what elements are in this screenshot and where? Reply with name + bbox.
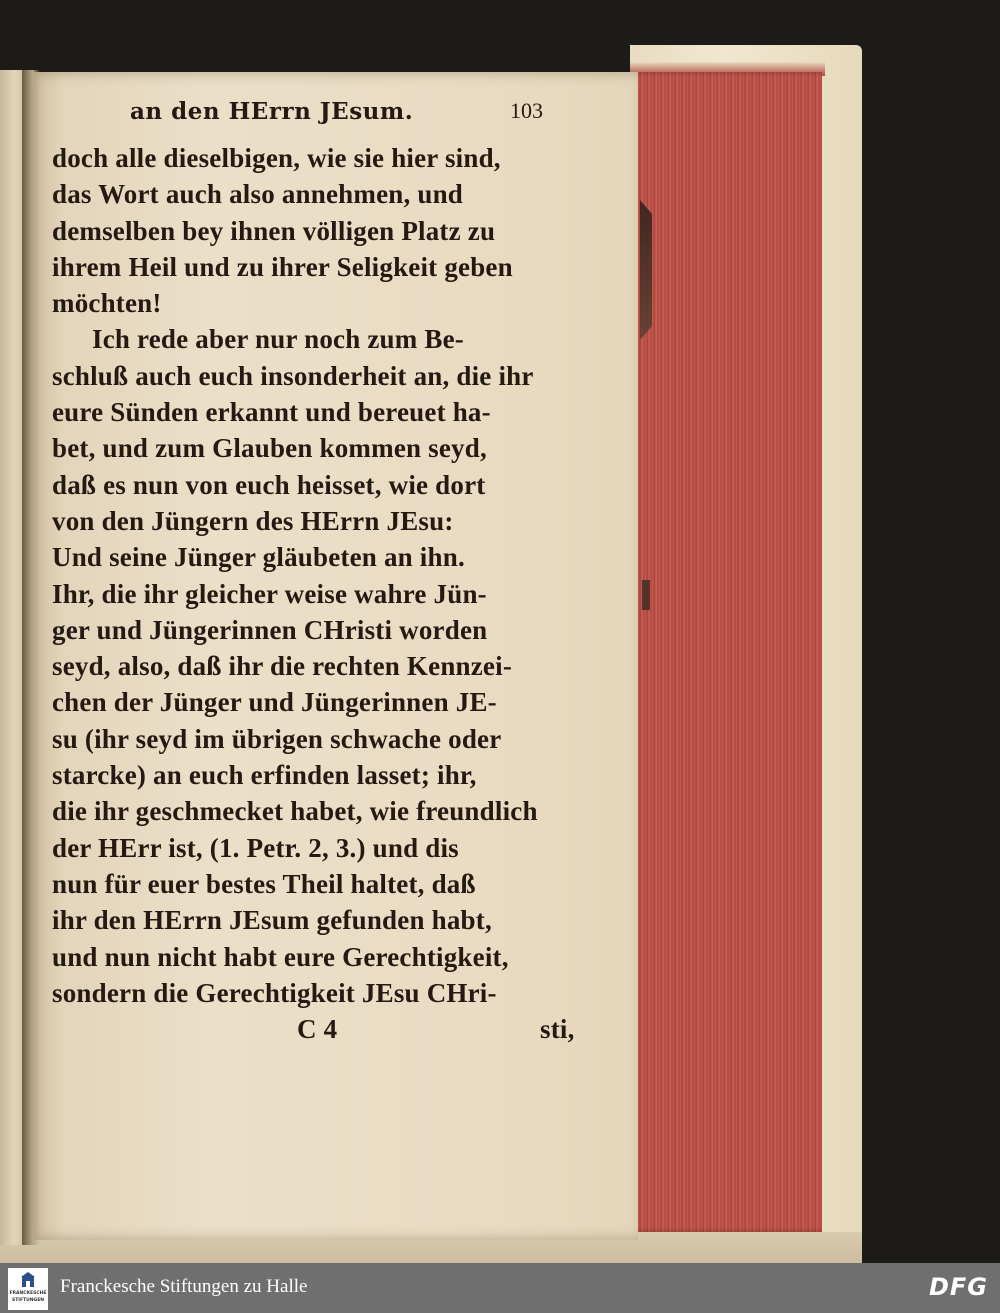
text-line: nun für euer bestes Theil haltet, daß [52,868,476,899]
left-page-edge [0,70,24,1245]
text-line: seyd, also, daß ihr die rechten Kennzei- [52,651,513,682]
text-line: chen der Jünger und Jüngerinnen JE- [52,687,497,718]
signature-mark: C 4 [297,1014,338,1045]
text-line: der HErr ist, (1. Petr. 2, 3.) und dis [52,832,459,863]
text-line: ihrem Heil und zu ihrer Seligkeit geben [52,251,513,282]
text-line: sondern die Gerechtigkeit JEsu CHri- [52,977,497,1008]
dfg-logo: DFG [928,1273,988,1301]
text-line: die ihr geschmecket habet, wie freundlich [52,796,538,827]
text-line: doch alle dieselbigen, wie sie hier sind, [52,143,501,173]
footer-bar [0,1263,1000,1313]
text-line: Ihr, die ihr gleicher weise wahre Jün- [52,578,487,609]
text-line: schluß auch euch insonderheit an, die ihr [52,360,534,391]
page-header [130,98,580,138]
text-line: und nun nicht habt eure Gerechtigkeit, [52,941,509,972]
spine-shadow [22,70,40,1245]
logo-text: STIFTUNGEN [11,1298,45,1303]
text-line: starcke) an euch erfinden lasset; ihr, [52,760,477,791]
text-line: Und seine Jünger gläubeten an ihn. [52,542,465,573]
text-line: daß es nun von euch heisset, wie dort [52,469,486,500]
logo-text: FRANCKESCHE [9,1291,47,1296]
page-number: 103 [510,98,543,123]
signature-row [52,1011,582,1047]
catchword: sti, [540,1014,575,1045]
text-line: das Wort auch also annehmen, und [52,179,464,210]
red-page-edges [630,72,822,1232]
text-line: ihr den HErrn JEsum gefunden habt, [52,905,492,936]
text-line: Ich rede aber nur noch zum Be- [92,324,465,355]
text-line: bet, und zum Glauben kommen seyd, [52,433,487,464]
text-line: su (ihr seyd im übrigen schwache oder [52,723,502,754]
cover-fold-mark [640,200,652,340]
building-icon [21,1272,35,1288]
text-line: eure Sünden erkannt und bereuet ha- [52,397,491,428]
institution-logo [8,1268,48,1310]
page-body-text [52,140,582,1047]
running-head: an den HErrn JEsum. [130,98,414,125]
cover-fold-mark-small [642,580,650,610]
text-line: ger und Jüngerinnen CHristi worden [52,614,488,645]
text-line: demselben bey ihnen völligen Platz zu [52,215,496,246]
text-line: von den Jüngern des HErrn JEsu: [52,505,454,536]
institution-name: Franckesche Stiftungen zu Halle [60,1276,308,1297]
text-line: möchten! [52,288,162,319]
